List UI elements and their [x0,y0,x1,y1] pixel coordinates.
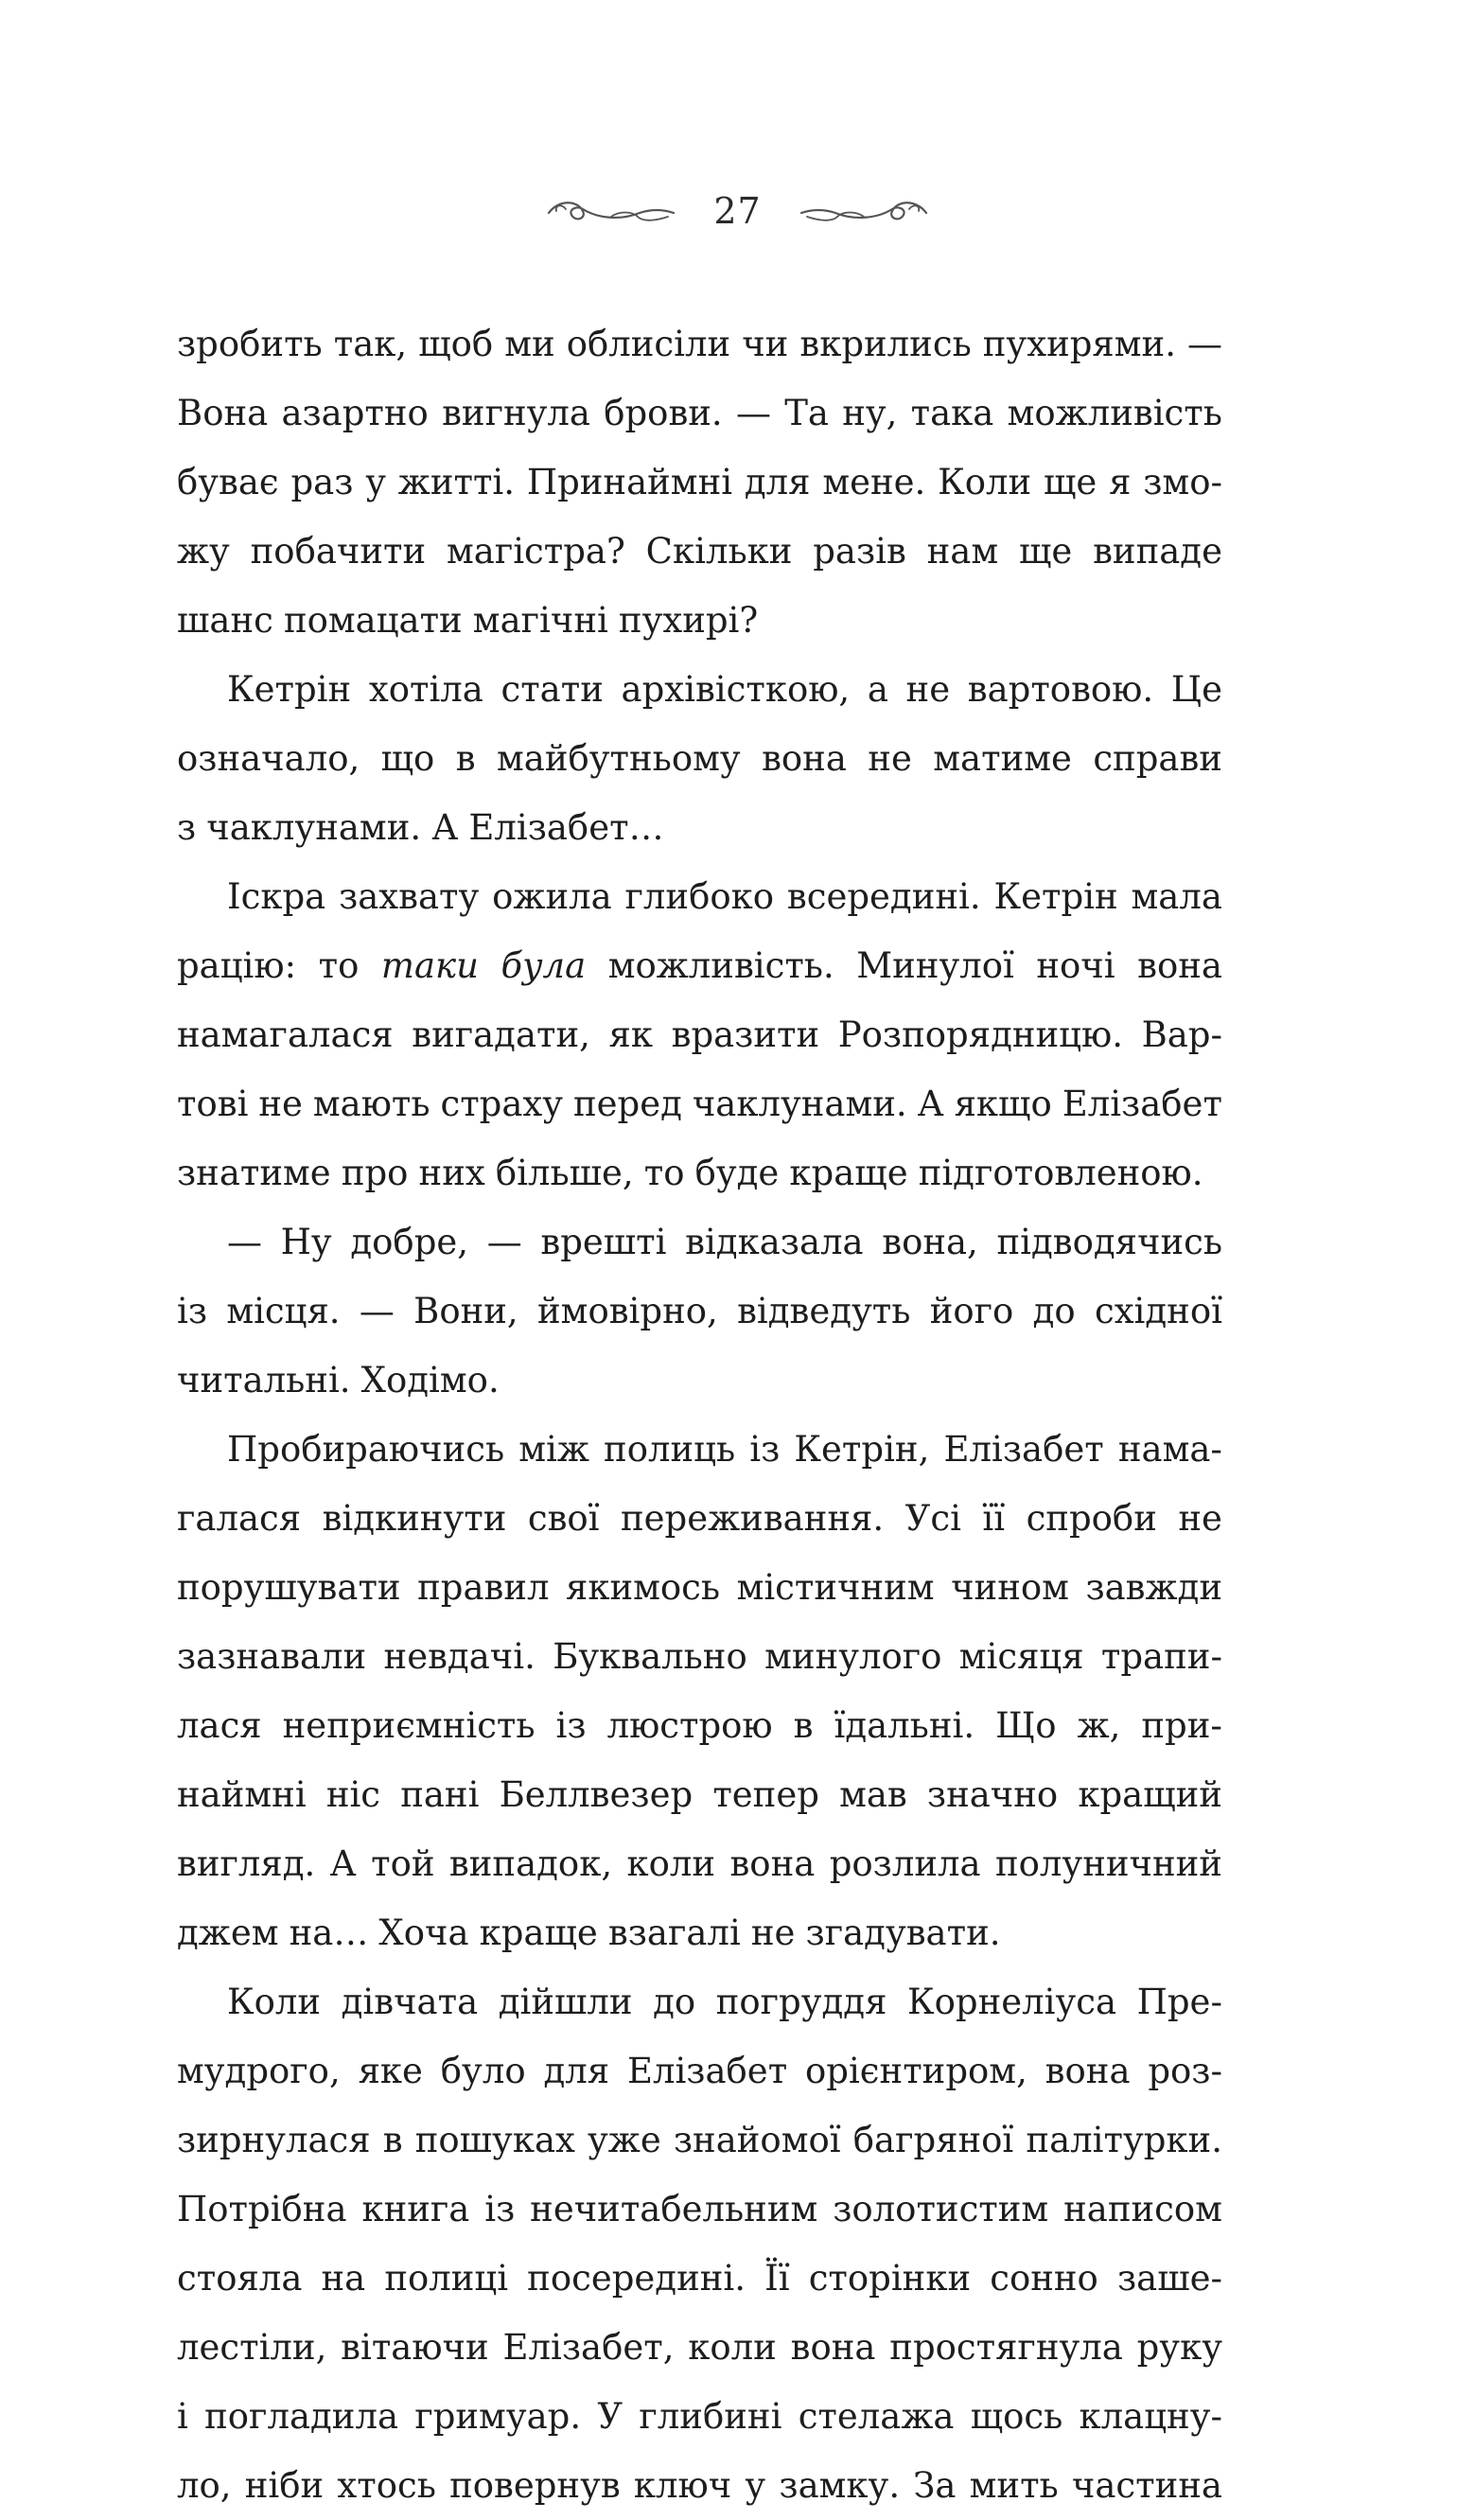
text-line [177,1829,1222,1898]
word: ключ [633,2465,732,2506]
text-line [177,1277,1222,1346]
word: вартовою. [967,669,1154,710]
word: значно [926,1774,1059,1815]
word: для [744,462,811,502]
text-line [177,1069,1222,1138]
text-line [177,1000,1222,1069]
word: сонно [990,2258,1098,2299]
word: нечитабельним [530,2189,818,2229]
word: змо- [1143,462,1222,502]
word: облисіли [566,324,731,364]
word: страху [440,1084,564,1124]
word: книга [361,2189,470,2229]
word: трапи- [1100,1636,1222,1677]
text-line [177,1207,1222,1277]
word: магістра? [447,531,625,572]
italic-word: таки [380,945,479,986]
word: буває [177,462,279,502]
word: Принаймні [526,462,733,502]
text-line [177,586,1222,655]
word: зазнавали [177,1636,367,1677]
word: відказала [685,1222,864,1262]
word: орієнтиром, [805,2051,1027,2091]
word: У [597,2396,623,2437]
word: східної [1094,1291,1222,1331]
word: Та [784,393,829,433]
word: так, [333,324,408,364]
word: намагалася [177,1014,394,1055]
word: Елізабет… [468,807,664,848]
word: з [177,807,197,848]
word: вітаючи [341,2327,489,2368]
word: завжди [1085,1567,1222,1608]
word: краще [479,1912,598,1953]
word: що [380,738,435,779]
word: Її [764,2258,790,2299]
word: для [543,2051,610,2091]
word: взагалі [607,1912,741,1953]
word: помацати [283,600,463,641]
word: місяця [958,1636,1084,1677]
word: мав [839,1774,907,1815]
text-line [177,517,1222,586]
body-text [177,309,1222,2520]
word: в [793,1705,814,1746]
word: можливість. [607,945,834,986]
word: дівчата [341,1982,479,2022]
word: чаклунами. [692,1084,907,1124]
word: випаде [1093,531,1222,572]
word: Кетрін [227,669,352,710]
word: правил [417,1567,550,1608]
word: вкрились [799,324,972,364]
word: Ну [280,1222,332,1262]
word: добре, [350,1222,469,1262]
word: підготовленою. [918,1153,1203,1193]
word: жу [177,531,230,572]
word: порушувати [177,1567,401,1608]
word: — [735,393,771,433]
word: мене. [822,462,926,502]
word: погруддя [715,1982,887,2022]
word: неприємність [282,1705,536,1746]
word: архівісткою, [621,669,851,710]
word: — [1187,324,1222,364]
word: стояла [177,2258,303,2299]
word: Беллвезер [499,1774,694,1815]
word: ожила [492,876,612,917]
word: — [227,1222,262,1262]
italic-word: була [500,945,587,986]
word: нама- [1117,1429,1222,1470]
word: разів [813,531,906,572]
word: Елізабет [943,1429,1104,1470]
word: ну, [842,393,898,433]
word: частина [1071,2465,1222,2506]
word: галася [177,1498,302,1539]
word: лестіли, [177,2327,327,2368]
word: їдальні. [834,1705,975,1746]
word: Вар- [1141,1014,1222,1055]
word: раз [290,462,354,502]
word: я [1109,462,1132,502]
word: наймні [177,1774,307,1815]
word: них [418,1153,485,1193]
word: Минулої [856,945,1014,986]
word: руку [1136,2327,1222,2368]
word: ще [1018,531,1073,572]
word: в [455,738,476,779]
word: така [910,393,994,433]
word: Вони, [413,1291,518,1331]
word: вигляд. [177,1843,316,1884]
word: більше, [495,1153,634,1193]
word: палітурки. [1026,2120,1222,2160]
word: із [484,2189,516,2229]
word: житті. [397,462,516,502]
word: побачити [250,531,427,572]
word: зирнулася [177,2120,371,2160]
text-line [177,309,1222,379]
text-line [177,1898,1222,1967]
text-line [177,2244,1222,2313]
word: полуничний [994,1843,1222,1884]
word: стелажа [798,2396,955,2437]
word: Кетрін, [794,1429,930,1470]
flourish-ornament-icon [798,192,930,230]
word: до [653,1982,696,2022]
word: пошуках [414,2120,575,2160]
word: А [431,807,459,848]
word: Потрібна [177,2189,347,2229]
word: справи [1093,738,1222,779]
word: ніс [325,1774,381,1815]
word: коли [688,2327,777,2368]
word: щось [970,2396,1063,2437]
word: глибоко [624,876,775,917]
text-line [177,1760,1222,1829]
word: Скільки [645,531,793,572]
word: чаклунами. [206,807,422,848]
text-line [177,1415,1222,1484]
word: його [929,1291,1014,1331]
word: пані [400,1774,480,1815]
word: із [749,1429,781,1470]
word: хотіла [368,669,483,710]
word: то [643,1153,685,1193]
word: джем [177,1912,279,1953]
word: знатиме [177,1153,331,1193]
text-line [177,1691,1222,1760]
word: Іскра [227,876,326,917]
word: згадувати. [805,1912,1001,1953]
text-line [177,448,1222,517]
word: із [555,1705,587,1746]
word: нам [926,531,999,572]
word: матиме [933,738,1072,779]
word: у [745,2465,766,2506]
word: коли [626,1843,716,1884]
text-line [177,1967,1222,2036]
word: на [321,2258,366,2299]
word: вигнула [442,393,590,433]
word: Коли [938,462,1032,502]
word: мають [312,1084,430,1124]
word: при- [1141,1705,1222,1746]
word: краще [789,1153,908,1193]
word: не [750,1912,796,1953]
word: ніби [244,2465,325,2506]
word: Корнеліуса [906,1982,1117,2022]
text-line [177,2175,1222,2244]
text-line [177,2036,1222,2106]
word: свої [527,1498,600,1539]
word: А [917,1084,944,1124]
text-line [177,793,1222,862]
word: Усі [904,1498,961,1539]
word: зробить [177,324,323,364]
word: — [359,1291,395,1331]
word: брови. [604,393,723,433]
word: на… [289,1912,369,1953]
word: ми [504,324,555,364]
word: переживання. [621,1498,885,1539]
word: всередині. [786,876,981,917]
word: а [867,669,888,710]
word: гримуар. [414,2396,582,2437]
text-line [177,1346,1222,1415]
flourish-ornament-icon [545,192,677,230]
word: розлила [829,1843,981,1884]
word: знайомої [673,2120,841,2160]
word: Кетрін [993,876,1118,917]
word: золотистим [833,2189,1049,2229]
word: Що [995,1705,1057,1746]
word: вона, [882,1222,978,1262]
word: мудрого, [177,2051,341,2091]
word: не [1178,1498,1222,1539]
word: спроби [1026,1498,1157,1539]
word: ймовірно, [537,1291,718,1331]
word: написом [1063,2189,1222,2229]
word: лася [177,1705,262,1746]
word: якщо [954,1084,1052,1124]
word: вона [762,738,847,779]
word: перед [572,1084,682,1124]
word: Елізабет [1062,1084,1222,1124]
word: майбутньому [497,738,741,779]
word: хтось [337,2465,436,2506]
word: захвату [339,876,480,917]
word [381,931,479,1000]
word: чи [742,324,789,364]
word: до [1032,1291,1076,1331]
word: тові [177,1084,249,1124]
word: повернув [449,2465,621,2506]
word: мала [1131,876,1222,917]
text-line [177,1553,1222,1622]
word: вона [729,1843,816,1884]
word: люстрою [606,1705,773,1746]
word: врешті [540,1222,667,1262]
word: відведуть [737,1291,911,1331]
text-line [177,724,1222,793]
word: вона [1137,945,1222,986]
word: Хоча [378,1912,469,1953]
word: якимось [566,1567,721,1608]
word: невдачі. [383,1636,536,1677]
word: минулого [764,1636,942,1677]
word: про [341,1153,409,1193]
word: азартно [281,393,429,433]
word: полиць [604,1429,736,1470]
word: яке [358,2051,423,2091]
word: уже [588,2120,661,2160]
word: ж, [1077,1705,1121,1746]
word: її [982,1498,1006,1539]
word: вразити [671,1014,820,1055]
word: і [177,2396,188,2437]
word: із [177,1291,208,1331]
word: ночі [1036,945,1115,986]
word: Елізабет, [502,2327,675,2368]
word: містичним [736,1567,935,1608]
word: стати [500,669,604,710]
word: читальні. [177,1360,351,1401]
text-line [177,931,1222,1000]
word: полиці [384,2258,509,2299]
word: глибині [639,2396,782,2437]
word: щоб [418,324,494,364]
word: вона [1045,2051,1131,2091]
word: відкинути [322,1498,507,1539]
word: ще [1044,462,1097,502]
page-header [0,178,1475,244]
word: багряної [852,2120,1014,2160]
word: вона [790,2327,876,2368]
word: ло, [177,2465,232,2506]
word: Пробираючись [227,1429,505,1470]
word: Буквально [553,1636,747,1677]
word: мить [969,2465,1059,2506]
text-line [177,862,1222,931]
text-line [177,1622,1222,1691]
text-line [177,2106,1222,2175]
text-line [177,1484,1222,1553]
word: заше- [1116,2258,1222,2299]
word: клацну- [1079,2396,1222,2437]
word: шанс [177,600,273,641]
word: Ходімо. [360,1360,500,1401]
word: в [382,2120,403,2160]
text-line [177,2451,1222,2520]
word: дійшли [498,1982,633,2022]
word: магічні [472,600,608,641]
word: той [371,1843,435,1884]
word: За [913,2465,957,2506]
text-line [177,379,1222,448]
word: А [329,1843,357,1884]
word: у [365,462,386,502]
word: замку. [779,2465,901,2506]
word: як [608,1014,653,1055]
page-number: 27 [713,190,762,232]
word: підводячись [996,1222,1222,1262]
word: буде [694,1153,780,1193]
word: пухирями. [982,324,1176,364]
word: рацію: [177,945,297,986]
word: не [905,669,951,710]
text-line [177,2313,1222,2382]
word: не [258,1084,303,1124]
word: вигадати, [412,1014,590,1055]
word: роз- [1148,2051,1222,2091]
word: між [518,1429,589,1470]
word: тепер [712,1774,819,1815]
word: то [318,945,360,986]
text-line [177,2382,1222,2451]
word: Вона [177,393,269,433]
word: погладила [204,2396,399,2437]
word: означало, [177,738,360,779]
word: Це [1170,669,1222,710]
word: чином [951,1567,1069,1608]
word: не [868,738,912,779]
word: Пре- [1136,1982,1222,2022]
word: місця. [226,1291,341,1331]
word: було [440,2051,526,2091]
text-line [177,1138,1222,1207]
word: — [486,1222,522,1262]
word: пухирі? [618,600,759,641]
text-line [177,655,1222,724]
word [500,931,586,1000]
word: випадок, [448,1843,613,1884]
word: Коли [227,1982,322,2022]
word: Розпорядницю. [837,1014,1123,1055]
word: сторінки [808,2258,972,2299]
word: простягнула [889,2327,1123,2368]
word: Елізабет [626,2051,788,2091]
word: кращий [1078,1774,1222,1815]
word: посередині. [527,2258,746,2299]
word: можливість [1007,393,1222,433]
